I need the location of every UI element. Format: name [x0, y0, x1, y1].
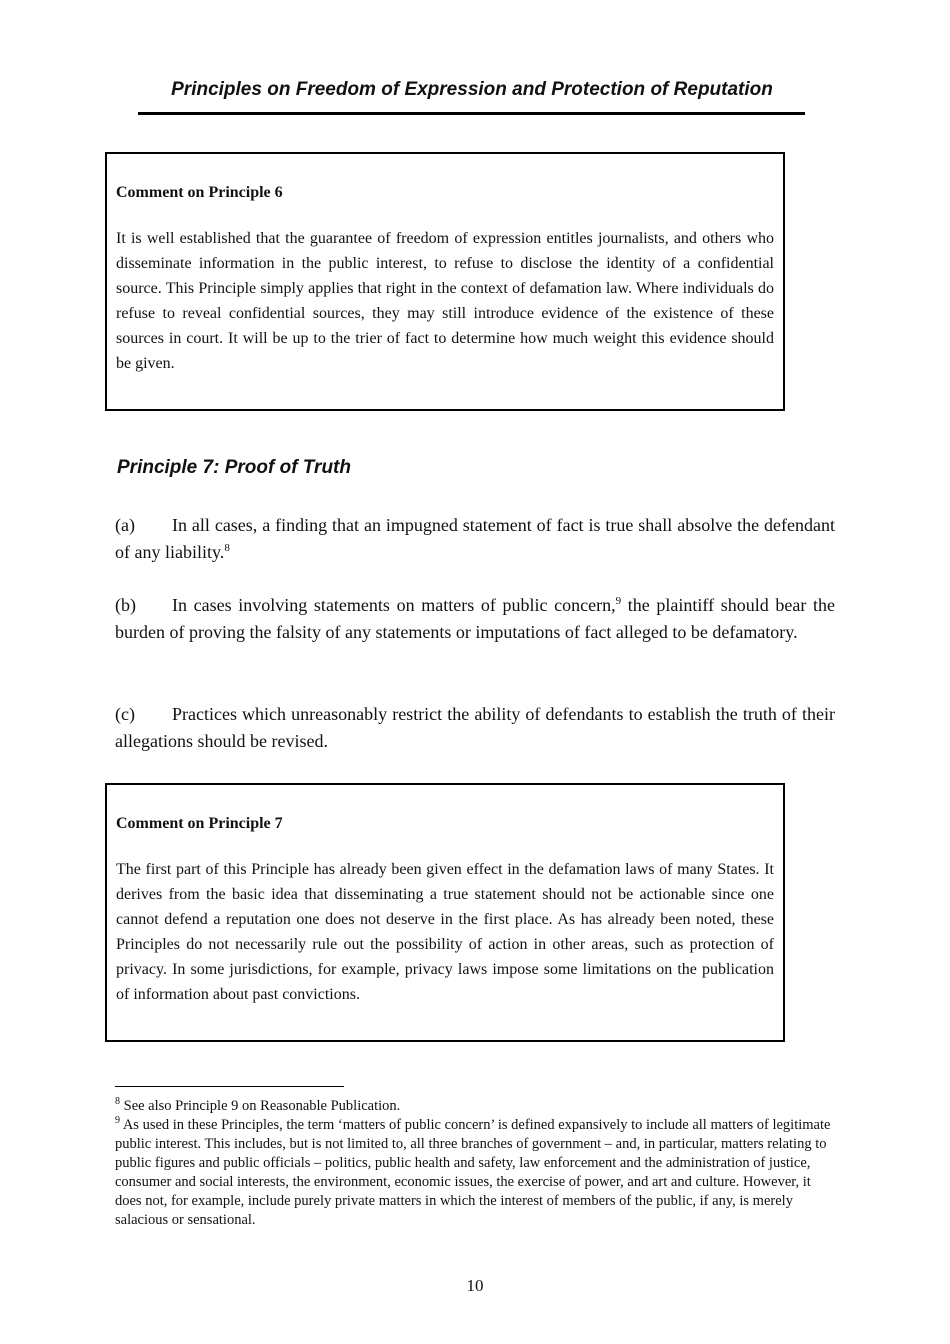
footnotes [115, 1097, 835, 1230]
comment-box-principle-7 [105, 783, 785, 1042]
comment-title: Comment on Principle 7 [116, 815, 283, 832]
footnote-text: As used in these Principles, the term ‘matters of public concern’ is defined expansively to include all matters of legitimate public interest. This includes, but is not limited to, all three branches of government – and, in particular, matters relating to public figures and public officials – politics, public health and safety, law enforcement and the administration of justice, consumer and social interests, the environment, economic issues, the exercise of power, and art and culture. However, it does not, for example, include purely private matters in which the interest of members of the public, if any, is merely salacious or sensational. [115, 1117, 831, 1228]
section-heading: Principle 7: Proof of Truth [117, 457, 351, 478]
footnote-reference[interactable]: 9 [615, 595, 622, 607]
comment-text: It is well established that the guarantee of freedom of expression entitles journalists, and others who disseminate information in the public interest, to refuse to disclose the identity of a confidential source. This Principle simply applies that right in the context of defamation law. Where individuals do refuse to reveal confidential sources, they may still introduce evidence of the existence of these sources in court. It will be up to the trier of fact to determine how much weight this evidence should be given. [116, 230, 774, 372]
paragraph-text: In all cases, a finding that an impugned statement of fact is true shall absolve the defendant of any liability. [115, 515, 835, 562]
paragraph-marker: (a) [115, 515, 135, 535]
comment-text: The first part of this Principle has already been given effect in the defamation laws of many States. It derives from the basic idea that disseminating a true statement should not be actionable since one cannot defend a reputation one does not deserve in the first place. As has already been noted, these Principles do not necessarily rule out the possibility of action in other areas, such as protection of privacy. In some jurisdictions, for example, privacy laws impose some limitations on the publication of information about past convictions. [116, 861, 774, 1003]
footnote-8 [115, 1097, 835, 1116]
header-divider [138, 112, 805, 115]
footnote-number: 9 [115, 1115, 120, 1127]
paragraph-c [115, 701, 835, 755]
paragraph-text: In cases involving statements on matters of public concern, [172, 595, 616, 615]
paragraph-text-continued: the plaintiff should bear the burden of proving the falsity of any statements or imputations of fact alleged to be defamatory. [115, 595, 835, 642]
comment-title: Comment on Principle 6 [116, 184, 283, 201]
paragraph-marker: (c) [115, 704, 135, 724]
footnote-divider [115, 1086, 344, 1087]
page-number: 10 [466, 1276, 484, 1295]
running-header: Principles on Freedom of Expression and Protection of Reputation [171, 79, 773, 100]
comment-box-principle-6 [105, 152, 785, 411]
paragraph-b [115, 592, 835, 646]
footnote-9 [115, 1116, 835, 1230]
footnote-number: 8 [115, 1096, 120, 1108]
paragraph-text: Practices which unreasonably restrict the ability of defendants to establish the truth of their allegations should be revised. [115, 704, 835, 751]
footnote-text: See also Principle 9 on Reasonable Publication. [120, 1098, 401, 1114]
paragraph-marker: (b) [115, 595, 136, 615]
paragraph-a [115, 512, 835, 566]
footnote-reference[interactable]: 8 [224, 542, 230, 554]
